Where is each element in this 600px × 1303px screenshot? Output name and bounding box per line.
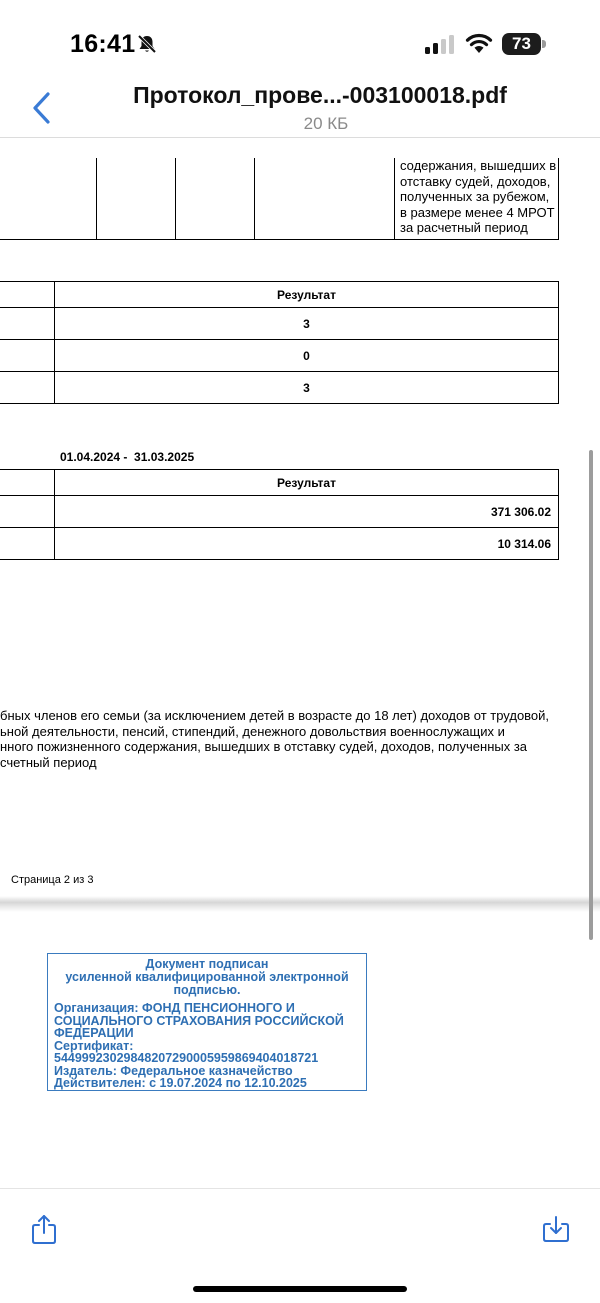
paragraph-line: счетный период	[0, 754, 97, 770]
paragraph-line: нного пожизненного содержания, вышедших в отставку судей, доходов, полученных за	[0, 739, 528, 754]
table-border	[0, 559, 559, 560]
table-border	[0, 239, 559, 240]
page-separator	[0, 896, 600, 912]
document-header	[0, 80, 600, 138]
status-time: 16:41	[70, 30, 136, 58]
table-cell: 3	[303, 317, 310, 331]
table-border	[0, 339, 559, 340]
table-header: Результат	[277, 288, 336, 302]
table-border	[558, 281, 559, 404]
signature-stamp	[47, 953, 367, 1091]
stamp-line: 544999230298482072900059598694040187​21	[54, 1051, 319, 1065]
page-number: Страница 2 из 3	[11, 874, 94, 886]
table-border	[558, 158, 559, 239]
table-border	[96, 158, 97, 239]
cell-line: в размере менее 4 МРОТ	[400, 204, 555, 220]
cell-line: за расчетный период	[400, 220, 528, 235]
table-cell: 10 314.06	[497, 537, 551, 551]
bottom-toolbar	[0, 1188, 600, 1303]
battery-tip	[542, 40, 546, 48]
body-paragraph	[0, 708, 560, 770]
stamp-line: усиленной квалифицированной электронной	[65, 970, 349, 984]
cell-line: полученных за рубежом,	[400, 189, 550, 204]
battery-level: 73	[502, 33, 541, 55]
cell-line: отставку судей, доходов,	[400, 173, 551, 189]
table-border	[0, 281, 559, 282]
stamp-line: СОЦИАЛЬНОГО СТРАХОВАНИЯ РОССИЙСКОЙ	[54, 1013, 344, 1028]
table-border	[394, 158, 395, 239]
table-border	[0, 527, 559, 528]
stamp-line: ФЕДЕРАЦИИ	[54, 1026, 134, 1040]
table-border	[558, 469, 559, 560]
cellular-signal-icon	[425, 34, 457, 54]
paragraph-line: ьной деятельности, пенсий, стипендий, денежного довольствия военнослужащих и	[0, 723, 505, 739]
stamp-line: Издатель: Федеральное казначейство	[54, 1063, 293, 1078]
stamp-line: Сертификат:	[54, 1038, 134, 1053]
table-border	[0, 371, 559, 372]
table-cell: 0	[303, 349, 310, 363]
pdf-viewer[interactable]	[0, 138, 600, 1188]
paragraph-line: бных членов его семьи (за исключением детей в возрасте до 18 лет) доходов от трудовой,	[0, 708, 550, 723]
stamp-line: подписью.	[173, 983, 241, 997]
table-border	[175, 158, 176, 239]
table-cell: 3	[303, 381, 310, 395]
stamp-line: Организация: ФОНД ПЕНСИОННОГО И	[54, 1001, 295, 1015]
stamp-line: Документ подписан	[145, 957, 269, 971]
period-label: 01.04.2024 - 31.03.2025	[60, 450, 195, 464]
status-bar	[0, 0, 600, 80]
cell-line: содержания, вышедших в	[400, 158, 557, 173]
scroll-indicator[interactable]	[589, 450, 593, 940]
stamp-heading	[48, 954, 366, 997]
share-icon[interactable]	[30, 1213, 58, 1245]
document-title: Протокол_прове...-003100018.pdf	[133, 82, 507, 108]
battery-icon	[502, 33, 546, 55]
table-cell-description	[400, 158, 558, 236]
stamp-line: Действителен: с 19.07.2024 по 12.10.2025	[54, 1076, 307, 1090]
table-header: Результат	[277, 476, 336, 490]
document-size: 20 КБ	[303, 114, 349, 133]
table-border	[0, 307, 559, 308]
save-to-files-icon[interactable]	[541, 1215, 571, 1243]
bell-slash-icon	[136, 33, 158, 55]
table-border	[254, 158, 255, 239]
home-indicator[interactable]	[193, 1286, 407, 1292]
stamp-details	[48, 1002, 366, 1090]
wifi-icon	[465, 32, 493, 54]
table-border	[0, 495, 559, 496]
chevron-left-icon[interactable]	[28, 90, 56, 126]
table-cell: 371 306.02	[490, 505, 551, 519]
table-border	[0, 469, 559, 470]
table-border	[0, 403, 559, 404]
